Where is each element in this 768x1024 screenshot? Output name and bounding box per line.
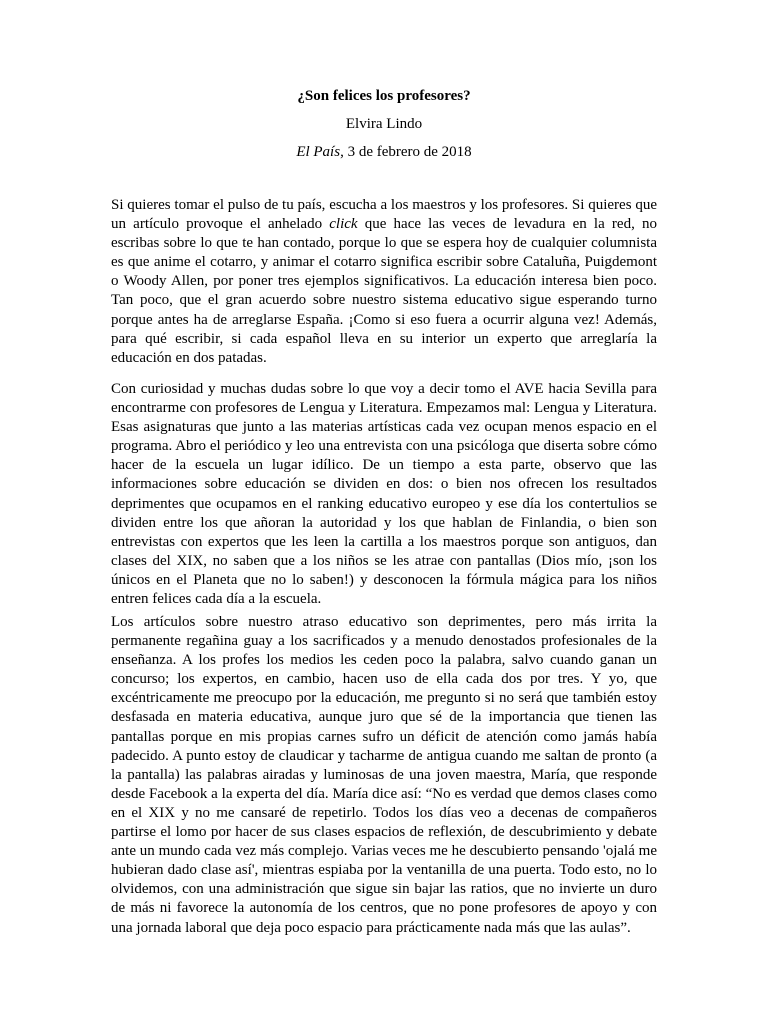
article-title: ¿Son felices los profesores? (297, 88, 471, 104)
article-paragraph-2: Con curiosidad y muchas dudas sobre lo que voy a decir tomo el AVE hacia Sevilla para encontrarme con profesores de Lengua y Literatura. Empezamos mal: Lengua y Literatura. Esas asignaturas que junto a las materias artísticas cada vez ocupan menos espacio en el programa. Abro el periódico y leo una entrevista con una psicóloga que diserta sobre cómo hacer de la escuela un lugar idílico. De un tiempo a esta parte, observo que las informaciones sobre educación se dividen en dos: o bien nos ofrecen los resultados deprimentes que ocupamos en el ranking educativo europeo y ese día los contertulios se dividen entre los que añoran la autoridad y los que hablan de Finlandia, o bien son entrevistas con expertos que les leen la cartilla a los maestros porque son antiguos, dan clases del XIX, no saben que a los niños se les atrae con pantallas (Dios mío, ¡son los únicos en el Planeta que no lo saben!) y desconocen la fórmula mágica para los niños entren felices cada día a la escuela. (111, 381, 657, 608)
article-paragraph-1 (111, 196, 657, 368)
paragraph-1-text-start: Si quieres tomar el pulso de tu país, escucha a los maestros y los profesores. Si quieres que un artículo provoque el anhelado (111, 197, 657, 233)
article-source (0, 144, 768, 161)
publication-date: , 3 de febrero de 2018 (340, 144, 472, 160)
paragraph-1-text-end: que hace las veces de levadura en la red, no escribas sobre lo que te han contado, porque lo que se espera hoy de cualquier columnista es que anime el cotarro, y animar el cotarro significa escribir sobre Cataluña, Puigdemont o Woody Allen, por poner tres ejemplos significativos. La educación interesa bien poco. Tan poco, que el gran acuerdo sobre nuestro sistema educativo sigue esperando turno porque antes ha de arreglarse España. ¡Como si eso fuera a ocurrir alguna vez! Además, para qué escribir, si cada español lleva en su interior un experto que arreglaría la educación en dos patadas. (111, 216, 657, 366)
article-paragraph-3: Los artículos sobre nuestro atraso educativo son deprimentes, pero más irrita la permanente regañina guay a los sacrificados y a menudo denostados profesionales de la enseñanza. A los profes los medios les ceden poco la palabra, salvo cuando ganan un concurso; los expertos, en cambio, hacen uso de ella cada dos por tres. Y yo, que excéntricamente me preocupo por la educación, me pregunto si no será que también estoy desfasada en materia educativa, aunque juro que sé de la importancia que tienen las pantallas porque en mis propias carnes sufro un déficit de atención como jamás había padecido. A punto estoy de claudicar y tacharme de antigua cuando me saltan de pronto (a la pantalla) las palabras airadas y luminosas de una joven maestra, María, que responde desde Facebook a la experta del día. María dice así: “No es verdad que demos clases como en el XIX y no me cansaré de repetirlo. Todos los días veo a decenas de compañeros partirse el lomo por hacer de sus clases espacios de reflexión, de descubrimiento y debate ante un mundo cada vez más complejo. Varias veces me he descubierto pensando 'ojalá me hubieran dado clase así', mientras espiaba por la ventanilla de una puerta. Todo esto, no lo olvidemos, con una administración que sigue sin bajar las ratios, que no invierte un duro de más ni favorece la autonomía de los centros, que no pone profesores de apoyo y con una jornada laboral que deja poco espacio para prácticamente nada más que las aulas”. (111, 614, 657, 936)
publication-name: El País (296, 144, 341, 160)
article-author: Elvira Lindo (345, 116, 423, 132)
paragraph-1-emphasis: click (329, 216, 358, 233)
